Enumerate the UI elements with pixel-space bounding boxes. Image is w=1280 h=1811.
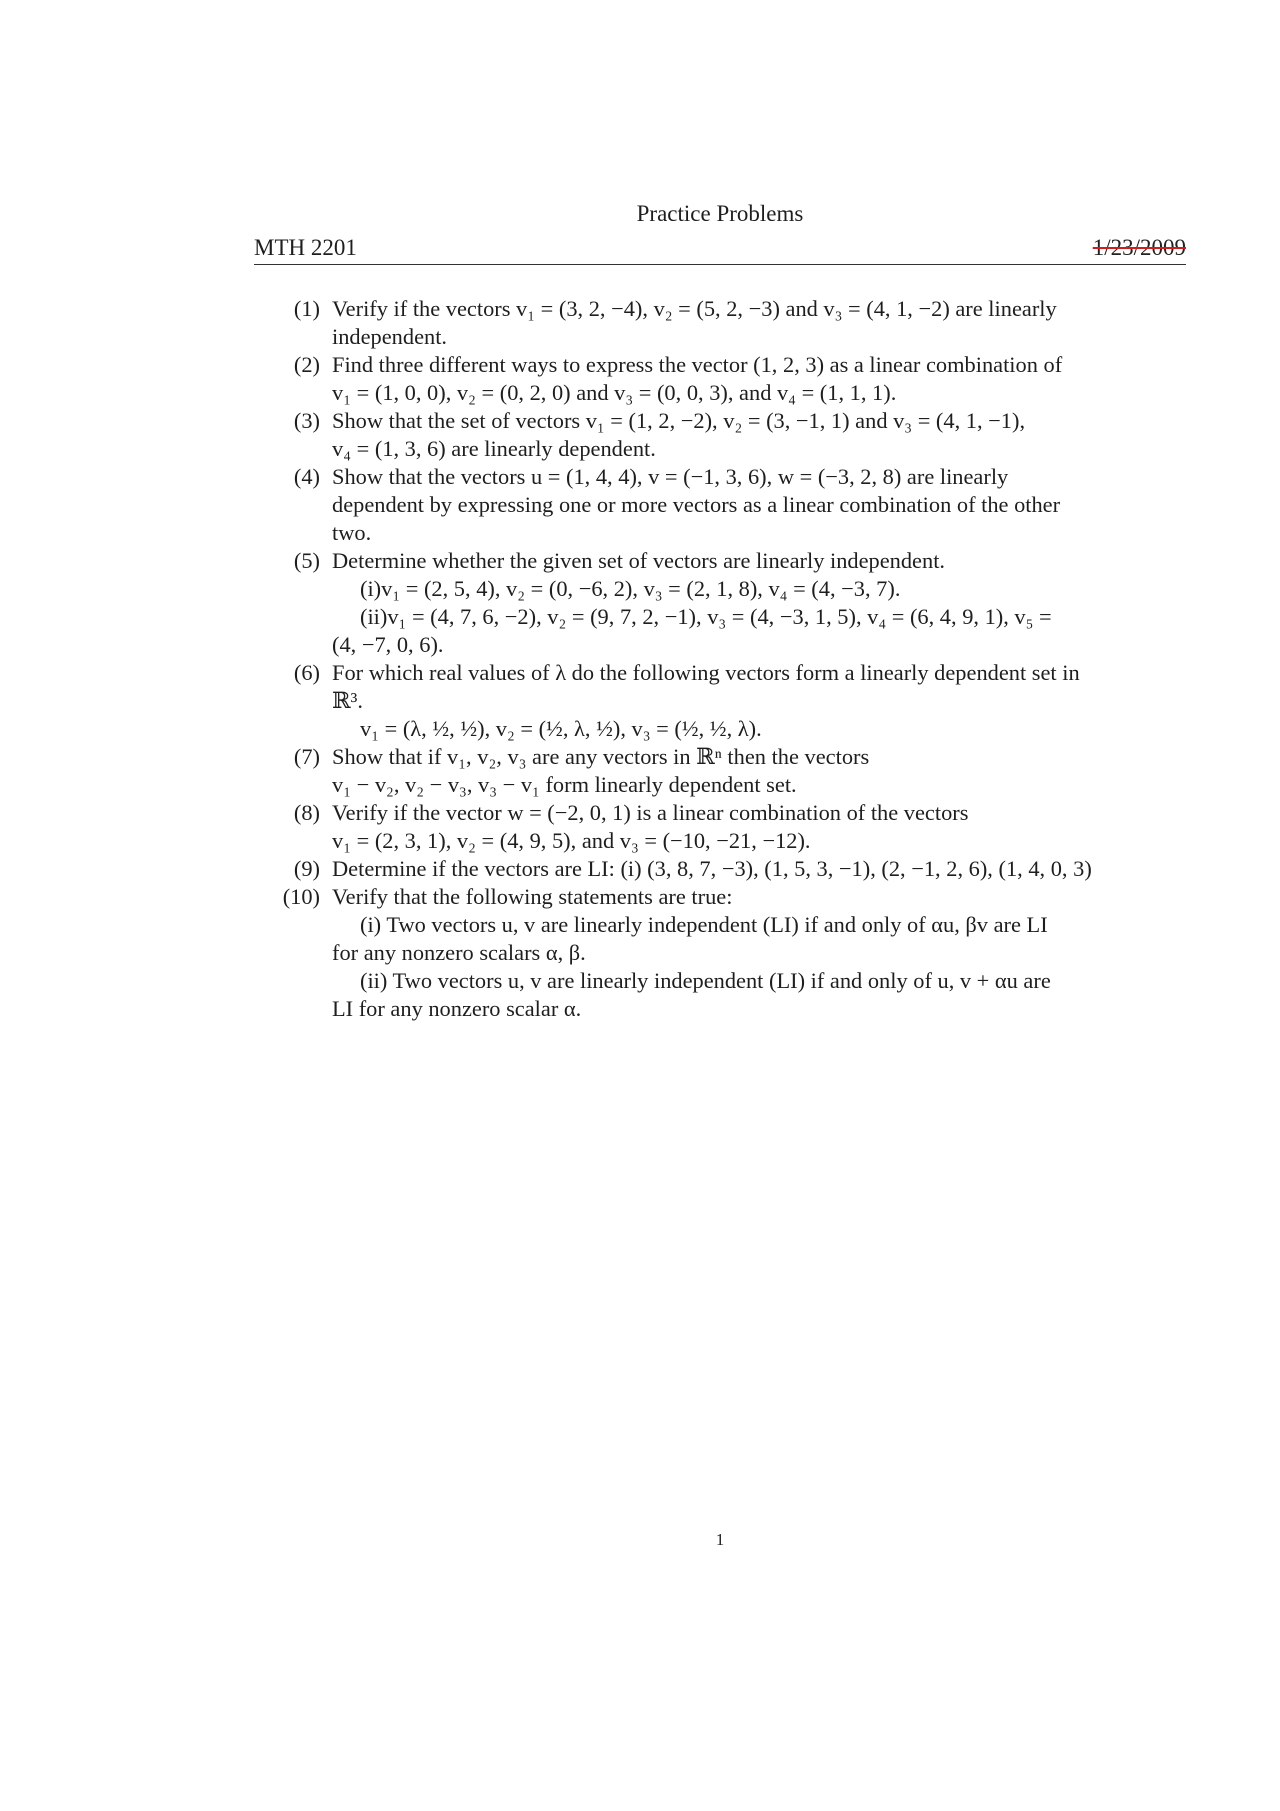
problem-number: (1) [293, 296, 320, 321]
problem-text [332, 799, 1186, 855]
problem-number: (3) [293, 408, 320, 433]
problem-text [332, 659, 1186, 743]
problem-number: (4) [293, 464, 320, 489]
problem-1 [254, 295, 1186, 351]
problem-5 [254, 547, 1186, 659]
problem-subpart: (ii)v₁ = (4, 7, 6, −2), v₂ = (9, 7, 2, −1), v₃ = (4, −3, 1, 5), v₄ = (6, 4, 9, 1), v₅ = [360, 604, 1052, 629]
problem-line: dependent by expressing one or more vectors as a linear combination of the other [332, 492, 1061, 517]
problem-list [254, 295, 1186, 1023]
problem-line: (4, −7, 0, 6). [332, 632, 444, 657]
problem-line: independent. [332, 324, 448, 349]
problem-subpart: (i) Two vectors u, v are linearly independent (LI) if and only of αu, βv are LI [360, 912, 1048, 937]
problem-line: for any nonzero scalars α, β. [332, 940, 586, 965]
problem-6 [254, 659, 1186, 743]
page-title: Practice Problems [636, 201, 804, 226]
problem-line: ℝ³. [332, 688, 363, 713]
problem-line: Show that the set of vectors v₁ = (1, 2, −2), v₂ = (3, −1, 1) and v₃ = (4, 1, −1), [332, 408, 1026, 433]
problem-number: (8) [293, 800, 320, 825]
problem-line: v₁ = (2, 3, 1), v₂ = (4, 9, 5), and v₃ = (−10, −21, −12). [332, 828, 811, 853]
problem-number: (10) [282, 884, 320, 909]
problem-text [332, 295, 1186, 351]
problem-subpart: (i)v₁ = (2, 5, 4), v₂ = (0, −6, 2), v₃ = (2, 1, 8), v₄ = (4, −3, 7). [360, 576, 901, 601]
page-number: 1 [715, 1530, 725, 1549]
problem-line: Verify if the vectors v₁ = (3, 2, −4), v₂ = (5, 2, −3) and v₃ = (4, 1, −2) are linearly [332, 296, 1057, 321]
problem-text [332, 351, 1186, 407]
problem-line: v₁ − v₂, v₂ − v₃, v₃ − v₁ form linearly dependent set. [332, 772, 797, 797]
problem-number: (7) [293, 744, 320, 769]
problem-text [332, 463, 1186, 547]
problem-text [332, 407, 1186, 463]
problem-number: (9) [293, 856, 320, 881]
problem-line: v₄ = (1, 3, 6) are linearly dependent. [332, 436, 656, 461]
problem-9 [254, 855, 1186, 883]
problem-line: Show that the vectors u = (1, 4, 4), v = (−1, 3, 6), w = (−3, 2, 8) are linearly [332, 464, 1009, 489]
problem-text [332, 883, 1186, 1023]
problem-line: For which real values of λ do the following vectors form a linearly dependent set in [332, 660, 1080, 685]
problem-text [332, 743, 1186, 799]
problem-line: Verify if the vector w = (−2, 0, 1) is a linear combination of the vectors [332, 800, 969, 825]
problem-number: (2) [293, 352, 320, 377]
problem-4 [254, 463, 1186, 547]
problem-3 [254, 407, 1186, 463]
problem-line: Show that if v₁, v₂, v₃ are any vectors in ℝⁿ then the vectors [332, 744, 870, 769]
problem-line: LI for any nonzero scalar α. [332, 996, 582, 1021]
problem-text [332, 547, 1186, 659]
problem-line: v₁ = (1, 0, 0), v₂ = (0, 2, 0) and v₃ = (0, 0, 3), and v₄ = (1, 1, 1). [332, 380, 897, 405]
problem-line: two. [332, 520, 372, 545]
problem-number: (5) [293, 548, 320, 573]
header-date: 1/23/2009 [1092, 235, 1186, 260]
problem-10 [254, 883, 1186, 1023]
problem-text [332, 855, 1186, 883]
problem-line: Verify that the following statements are true: [332, 884, 733, 909]
problem-line: Determine whether the given set of vectors are linearly independent. [332, 548, 946, 573]
problem-2 [254, 351, 1186, 407]
problem-8 [254, 799, 1186, 855]
problem-subpart: v₁ = (λ, ½, ½), v₂ = (½, λ, ½), v₃ = (½, ½, λ). [360, 716, 762, 741]
problem-number: (6) [293, 660, 320, 685]
problem-7 [254, 743, 1186, 799]
course-code: MTH 2201 [254, 235, 357, 260]
problem-subpart: (ii) Two vectors u, v are linearly independent (LI) if and only of u, v + αu are [360, 968, 1051, 993]
header-rule [254, 264, 1186, 265]
problem-line: Find three different ways to express the vector (1, 2, 3) as a linear combination of [332, 352, 1063, 377]
problem-line: Determine if the vectors are LI: (i) (3, 8, 7, −3), (1, 5, 3, −1), (2, −1, 2, 6), (1, 4, 0, 3) [332, 856, 1092, 881]
